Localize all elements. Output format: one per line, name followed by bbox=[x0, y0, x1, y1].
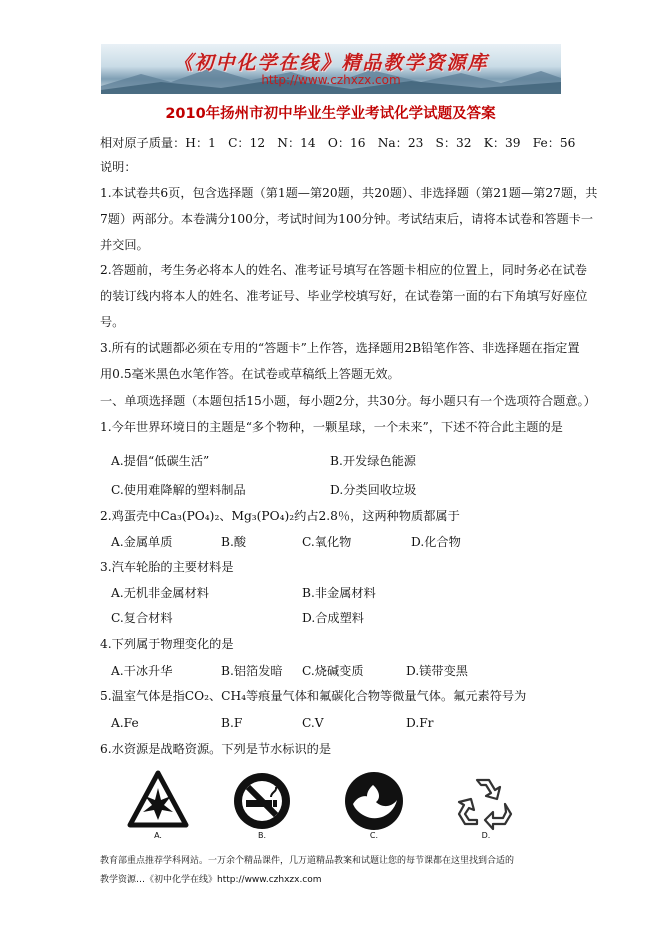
note-line: 7题）两部分。本卷满分100分，考试时间为100分钟。考试结束后，请将本试卷和答题卡一 bbox=[100, 212, 594, 226]
option-d[interactable]: D.化合物 bbox=[411, 535, 461, 549]
option-b[interactable]: B.开发绿色能源 bbox=[330, 454, 416, 468]
option-a[interactable]: A.提倡“低碳生活” bbox=[111, 454, 210, 468]
option-a[interactable]: A.无机非金属材料 bbox=[111, 586, 209, 600]
banner-url[interactable]: http://www.czhxzx.com bbox=[261, 73, 401, 87]
water-drop-icon bbox=[343, 770, 405, 832]
note-line: 号。 bbox=[100, 315, 125, 329]
option-c[interactable]: C.使用难降解的塑料制品 bbox=[111, 483, 246, 497]
section-heading: 一、单项选择题（本题包括15小题，每小题2分，共30分。每小题只有一个选项符合题意。） bbox=[100, 394, 596, 408]
explosive-icon bbox=[127, 770, 189, 832]
note-line: 的装订线内将本人的姓名、准考证号、毕业学校填写好，在试卷第一面的右下角填写好座位 bbox=[100, 289, 588, 303]
question-stem: 3.汽车轮胎的主要材料是 bbox=[100, 560, 234, 574]
option-c[interactable]: C.V bbox=[302, 716, 324, 730]
option-a[interactable]: A.金属单质 bbox=[111, 535, 173, 549]
note-line: 并交回。 bbox=[100, 238, 149, 252]
option-b[interactable]: B.酸 bbox=[221, 535, 247, 549]
option-b[interactable]: B.铝箔发暗 bbox=[221, 664, 283, 678]
note-line: 1.本试卷共6页，包含选择题（第1题—第20题，共20题）、非选择题（第21题—第27题，共 bbox=[100, 186, 598, 200]
option-c[interactable]: C.复合材料 bbox=[111, 611, 173, 625]
option-a[interactable]: A.干冰升华 bbox=[111, 664, 173, 678]
option-a[interactable]: A.Fe bbox=[111, 716, 139, 730]
option-c-water-saving-sign[interactable] bbox=[343, 770, 405, 840]
recycling-icon bbox=[455, 770, 517, 832]
document-title: 2010年扬州市初中毕业生学业考试化学试题及答案 bbox=[165, 106, 496, 122]
option-c[interactable]: C.氧化物 bbox=[302, 535, 352, 549]
no-smoking-icon bbox=[231, 770, 293, 832]
option-label: C. bbox=[369, 831, 379, 840]
notes-heading: 说明： bbox=[100, 160, 137, 174]
note-line: 3.所有的试题都必须在专用的“答题卡”上作答，选择题用2B铅笔作答、非选择题在指定置 bbox=[100, 341, 580, 355]
option-d[interactable]: D.镁带变黑 bbox=[406, 664, 468, 678]
note-line: 2.答题前，考生务必将本人的姓名、准考证号填写在答题卡相应的位置上，同时务必在试卷 bbox=[100, 263, 587, 277]
option-d[interactable]: D.Fr bbox=[406, 716, 434, 730]
option-a-explosive-sign[interactable] bbox=[127, 770, 189, 840]
banner-title: 《初中化学在线》精品教学资源库 bbox=[173, 52, 489, 74]
option-label: D. bbox=[481, 831, 491, 840]
option-b-no-smoking-sign[interactable] bbox=[231, 770, 293, 840]
option-c[interactable]: C.烧碱变质 bbox=[302, 664, 364, 678]
question-stem: 1.今年世界环境日的主题是“多个物种，一颗星球，一个未来”，下述不符合此主题的是 bbox=[100, 420, 563, 434]
header-banner bbox=[101, 44, 561, 94]
note-line: 用0.5毫米黑色水笔作答。在试卷或草稿纸上答题无效。 bbox=[100, 367, 400, 381]
footer-line: 教育部重点推荐学科网站。一万余个精品课件，几万道精品教案和试题让您的每节课都在这里找到合适的 bbox=[100, 856, 515, 866]
option-d[interactable]: D.合成塑料 bbox=[302, 611, 364, 625]
question-stem: 2.鸡蛋壳中Ca₃(PO₄)₂、Mg₃(PO₄)₂约占2.8％，这两种物质都属于 bbox=[100, 509, 460, 523]
question-stem: 4.下列属于物理变化的是 bbox=[100, 637, 234, 651]
option-label: B. bbox=[257, 831, 267, 840]
option-d-recycling-sign[interactable] bbox=[455, 770, 517, 840]
atomic-masses: 相对原子质量：H：1 C：12 N：14 O：16 Na：23 S：32 K：39 Fe：56 bbox=[100, 136, 576, 150]
question-stem: 5.温室气体是指CO₂、CH₄等痕量气体和氟碳化合物等微量气体。氟元素符号为 bbox=[100, 689, 527, 703]
option-b[interactable]: B.F bbox=[221, 716, 243, 730]
option-b[interactable]: B.非金属材料 bbox=[302, 586, 376, 600]
question-stem: 6.水资源是战略资源。下列是节水标识的是 bbox=[100, 742, 332, 756]
footer-line: 教学资源…《初中化学在线》http://www.czhxzx.com bbox=[100, 875, 322, 885]
option-label: A. bbox=[154, 831, 162, 840]
option-d[interactable]: D.分类回收垃圾 bbox=[330, 483, 417, 497]
